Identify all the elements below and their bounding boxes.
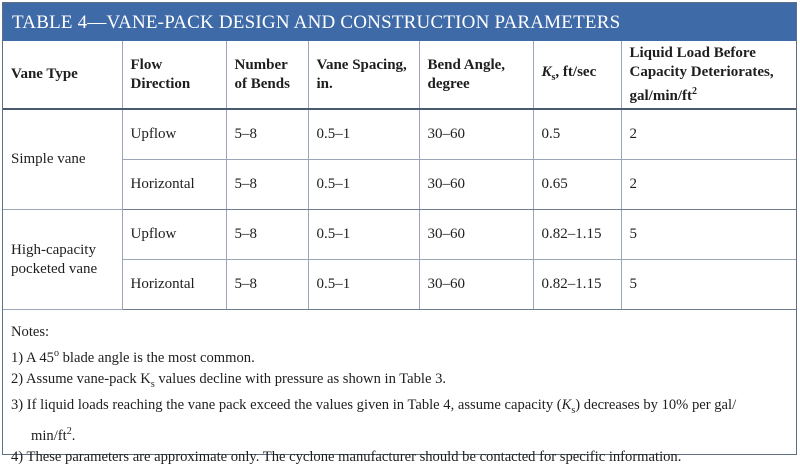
- ks-cell: 0.82–1.15: [533, 210, 621, 260]
- angle-cell: 30–60: [419, 260, 533, 310]
- header-vane-type: Vane Type: [3, 41, 122, 109]
- bends-cell: 5–8: [226, 160, 308, 210]
- angle-cell: 30–60: [419, 109, 533, 160]
- flow-cell: Upflow: [122, 109, 226, 160]
- liquid-load-cell: 2: [621, 109, 796, 160]
- flow-cell: Horizontal: [122, 160, 226, 210]
- vane-type-cell: High-capacity pocketed vane: [3, 210, 122, 310]
- ks-cell: 0.65: [533, 160, 621, 210]
- spacing-cell: 0.5–1: [308, 109, 419, 160]
- flow-cell: Upflow: [122, 210, 226, 260]
- title-dash: —: [87, 12, 107, 33]
- liquid-load-cell: 5: [621, 260, 796, 310]
- parameters-table: [3, 41, 796, 310]
- table-notes: [11, 322, 791, 468]
- header-bend-angle: Bend Angle, degree: [419, 41, 533, 109]
- note-3-continued: $\min/ft^2$.: [31, 425, 76, 444]
- table-row: [3, 260, 796, 310]
- header-row: [3, 41, 796, 109]
- table-figure: [2, 2, 797, 465]
- table-row: [3, 109, 796, 160]
- liquid-load-cell: 5: [621, 210, 796, 260]
- note-1: 1) A 45$^o$ blade angle is the most common.: [11, 348, 255, 366]
- flow-cell: Horizontal: [122, 260, 226, 310]
- header-flow-direction: Flow Direction: [122, 41, 226, 109]
- ks-cell: 0.82–1.15: [533, 260, 621, 310]
- header-ks: $K_s$, ft/sec: [533, 41, 621, 109]
- bends-cell: 5–8: [226, 109, 308, 160]
- bends-cell: 5–8: [226, 260, 308, 310]
- header-number-of-bends: Number of Bends: [226, 41, 308, 109]
- spacing-cell: 0.5–1: [308, 160, 419, 210]
- note-4: 4) These parameters are approximate only. The cyclone manufacturer should be contacted for specific information.: [11, 448, 682, 465]
- vane-type-cell: Simple vane: [3, 109, 122, 210]
- ks-cell: 0.5: [533, 109, 621, 160]
- header-vane-spacing: Vane Spacing, in.: [308, 41, 419, 109]
- note-2: 2) Assume vane-pack $K_s$ values decline with pressure as shown in Table 3.: [11, 370, 447, 390]
- title-text: VANE-PACK DESIGN AND CONSTRUCTION PARAMETERS: [106, 12, 621, 33]
- bends-cell: 5–8: [226, 210, 308, 260]
- table-row: [3, 210, 796, 260]
- spacing-cell: 0.5–1: [308, 260, 419, 310]
- notes-heading: Notes:: [11, 324, 50, 340]
- angle-cell: 30–60: [419, 160, 533, 210]
- angle-cell: 30–60: [419, 210, 533, 260]
- note-3: 3) If liquid loads reaching the vane pack exceed the values given in Table 4, assume capacity $(K_s)$ decreases by 10% per gal/: [11, 396, 737, 416]
- table-row: [3, 160, 796, 210]
- table-number: TABLE 4: [12, 12, 88, 33]
- header-liquid-load: Liquid Load Before Capacity Deteriorates, gal/$\min/ft^2$: [621, 41, 796, 109]
- spacing-cell: 0.5–1: [308, 210, 419, 260]
- liquid-load-cell: 2: [621, 160, 796, 210]
- table-title: [3, 3, 796, 41]
